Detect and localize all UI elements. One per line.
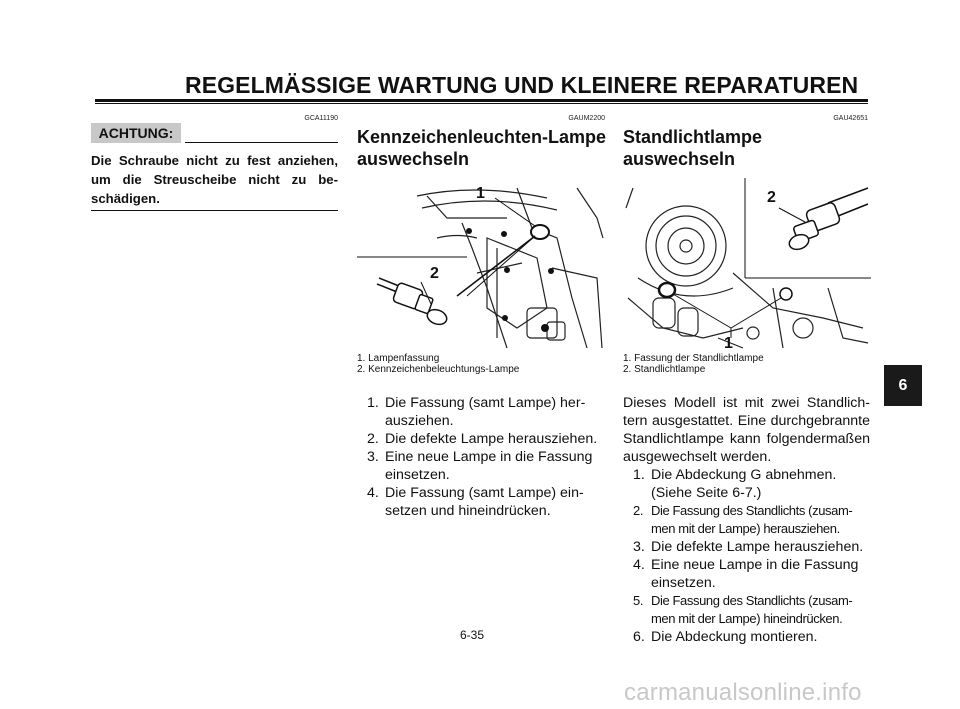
- list-item: 2. Die defekte Lampe herausziehen.: [367, 431, 598, 447]
- header-rule: [95, 99, 868, 102]
- figure-label-1: 1: [476, 185, 485, 202]
- list-item: 4. Die Fassung (samt Lampe) einsetzen und hineindrücken.: [367, 485, 584, 519]
- list-item: 1. Die Abdeckung G abnehmen. (Siehe Seite 6-7.): [633, 467, 837, 501]
- right-heading-line1: Standlichtlampe: [623, 127, 763, 147]
- figure-label-2: 2: [767, 189, 776, 206]
- list-item: 1. Die Fassung (samt Lampe) herausziehen.: [367, 395, 586, 429]
- list-item: 5. Die Fassung des Standlichts (zusammen mit der Lampe) hineindrücken.: [633, 593, 853, 626]
- page-number: 6-35: [460, 628, 485, 642]
- list-item: 6. Die Abdeckung montieren.: [633, 629, 818, 645]
- left-code: GCA11190: [304, 115, 338, 122]
- list-item: 3. Eine neue Lampe in die Fassung einsetzen.: [367, 449, 593, 483]
- license-lamp-figure: [357, 178, 605, 350]
- figure-label-1: 1: [724, 335, 733, 350]
- achtung-rule: [185, 142, 338, 143]
- list-item: 3. Die defekte Lampe herausziehen.: [633, 539, 864, 555]
- position-lamp-figure: [623, 178, 871, 350]
- right-caption-1: 1. Fassung der Standlichtlampe: [623, 353, 764, 364]
- list-item: 4. Eine neue Lampe in die Fassung einsetzen.: [633, 557, 859, 591]
- middle-caption-1: 1. Lampenfassung: [357, 353, 440, 364]
- right-heading-line2: auswechseln: [623, 149, 736, 169]
- middle-heading-line2: auswechseln: [357, 149, 470, 169]
- middle-code: GAUM2200: [568, 115, 605, 122]
- middle-steps-list: [357, 394, 605, 520]
- figure-label-2: 2: [430, 265, 439, 282]
- header-rule-thin: [95, 103, 868, 104]
- warning-rule: [91, 210, 338, 211]
- list-item: 2. Die Fassung des Standlichts (zusammen mit der Lampe) herausziehen.: [633, 503, 853, 536]
- right-caption-2: 2. Standlichtlampe: [623, 364, 706, 375]
- middle-heading-line1: Kennzeichenleuchten-Lampe: [357, 127, 607, 147]
- warning-text: Die Schraube nicht zu fest anziehen, um die Streuscheibe nicht zu beschädigen.: [91, 153, 338, 206]
- right-code: GAU42651: [833, 115, 868, 122]
- page-header-title: REGELMÄSSIGE WARTUNG UND KLEINERE REPARATUREN: [185, 72, 859, 98]
- chapter-tab: 6: [884, 365, 922, 406]
- right-steps-list: [623, 466, 870, 646]
- achtung-label: ACHTUNG:: [91, 123, 181, 143]
- middle-caption-2: 2. Kennzeichenbeleuchtungs-Lampe: [357, 364, 520, 375]
- watermark: carmanualsonline.info: [624, 679, 862, 706]
- right-intro-text: Dieses Modell ist mit zwei Standlichtern ausgestattet. Eine durchgebrannte Standlichtlampe kann folgendermaßen ausgewechselt werden.: [623, 395, 870, 465]
